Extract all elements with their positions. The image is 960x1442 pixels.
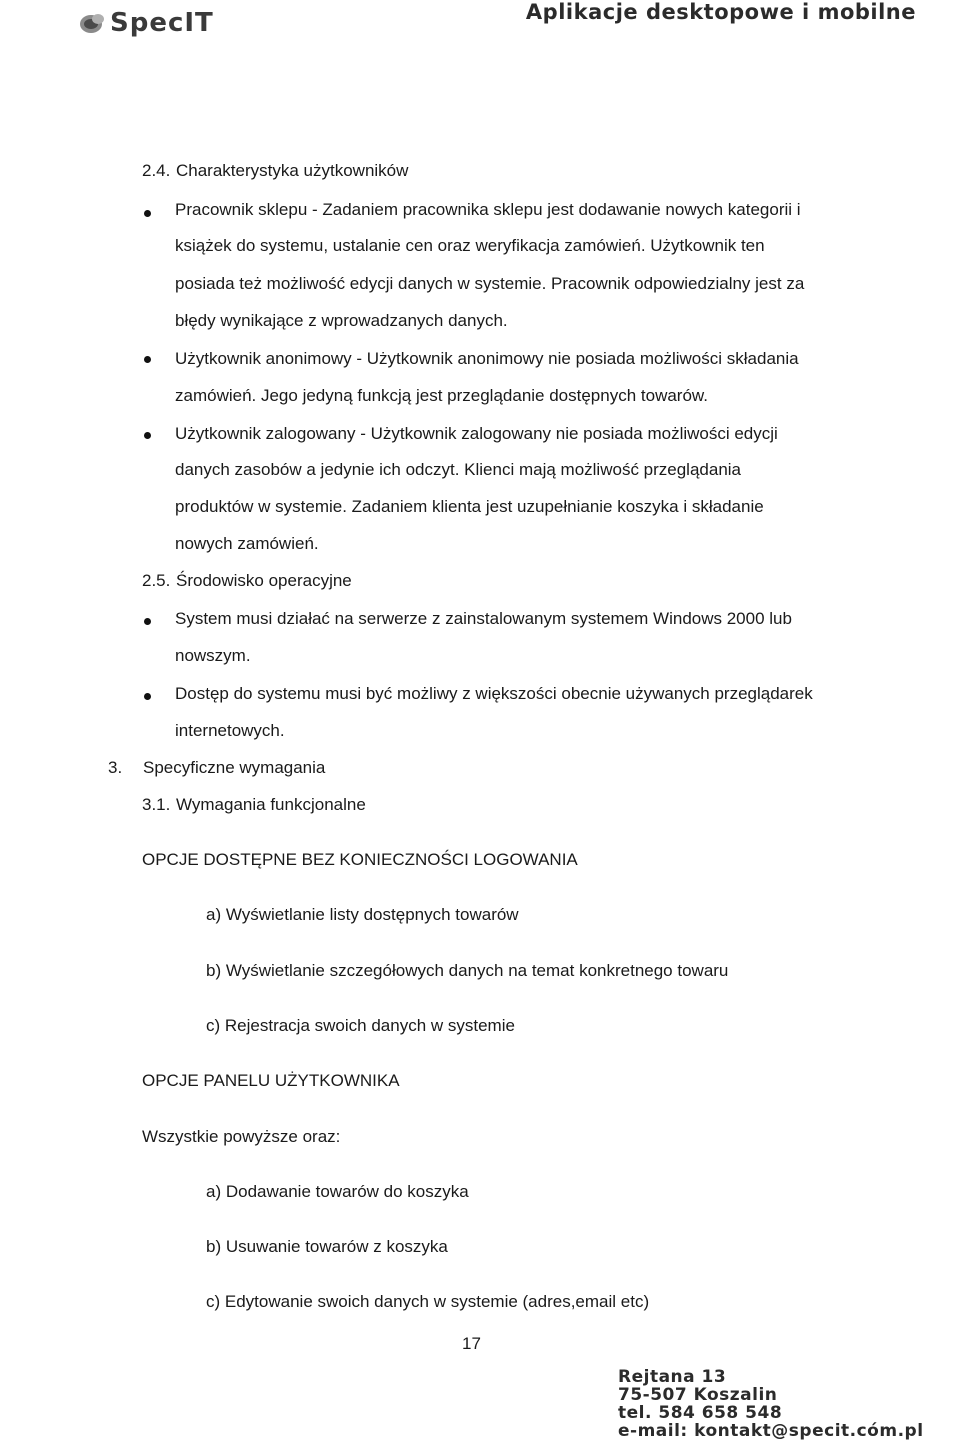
logo-text: SpecIT <box>110 8 214 38</box>
bullet-icon <box>144 210 151 217</box>
bullet-icon <box>144 432 151 439</box>
header-tagline: Aplikacje desktopowe i mobilne <box>525 0 916 24</box>
option-item: c) Rejestracja swoich danych w systemie <box>206 1016 515 1035</box>
section-title: Charakterystyka użytkowników <box>176 161 409 180</box>
paragraph-line: Dostęp do systemu musi być możliwy z większości obecnie używanych przeglądarek <box>175 684 813 703</box>
footer-email: e-mail: kontakt@specit.cóm.pl <box>618 1421 924 1441</box>
option-item: a) Dodawanie towarów do koszyka <box>206 1182 469 1201</box>
footer-city: 75-507 Koszalin <box>618 1385 778 1405</box>
bullet-icon <box>144 356 151 363</box>
page-number: 17 <box>462 1334 481 1353</box>
option-item: c) Edytowanie swoich danych w systemie (adres,email etc) <box>206 1292 650 1311</box>
paragraph-line: Użytkownik anonimowy - Użytkownik anonimowy nie posiada możliwości składania <box>175 349 799 368</box>
paragraph-line: nowszym. <box>175 646 251 665</box>
options-heading: OPCJE DOSTĘPNE BEZ KONIECZNOŚCI LOGOWANIA <box>142 850 578 869</box>
section-number: 2.5. <box>142 571 171 590</box>
bullet-icon <box>144 693 151 700</box>
paragraph-line: błędy wynikające z wprowadzanych danych. <box>175 311 508 330</box>
option-item: b) Usuwanie towarów z koszyka <box>206 1237 448 1256</box>
option-item: a) Wyświetlanie listy dostępnych towarów <box>206 905 519 924</box>
options-intro: Wszystkie powyższe oraz: <box>142 1127 341 1146</box>
footer-phone: tel. 584 658 548 <box>618 1403 783 1423</box>
paragraph-line: produktów w systemie. Zadaniem klienta jest uzupełnianie koszyka i składanie <box>175 497 764 516</box>
paragraph-line: posiada też możliwość edycji danych w systemie. Pracownik odpowiedzialny jest za <box>175 274 805 293</box>
section-number: 2.4. <box>142 161 171 180</box>
paragraph-line: danych zasobów a jedynie ich odczyt. Klienci mają możliwość przeglądania <box>175 460 742 479</box>
option-item: b) Wyświetlanie szczegółowych danych na temat konkretnego towaru <box>206 961 729 980</box>
paragraph-line: internetowych. <box>175 721 285 740</box>
section-title: Specyficzne wymagania <box>143 758 326 777</box>
paragraph-line: zamówień. Jego jedyną funkcją jest przeglądanie dostępnych towarów. <box>175 386 708 405</box>
paragraph-line: System musi działać na serwerze z zainstalowanym systemem Windows 2000 lub <box>175 609 792 628</box>
paragraph-line: książek do systemu, ustalanie cen oraz weryfikacja zamówień. Użytkownik ten <box>175 236 765 255</box>
company-logo <box>78 6 214 40</box>
options-heading: OPCJE PANELU UŻYTKOWNIKA <box>142 1071 400 1090</box>
footer-contact <box>618 1368 924 1440</box>
paragraph-line: nowych zamówień. <box>175 534 319 553</box>
section-title: Środowisko operacyjne <box>176 571 352 590</box>
bullet-icon <box>144 618 151 625</box>
paragraph-line: Użytkownik zalogowany - Użytkownik zalogowany nie posiada możliwości edycji <box>175 424 778 443</box>
footer-street: Rejtana 13 <box>618 1367 727 1387</box>
paragraph-line: Pracownik sklepu - Zadaniem pracownika sklepu jest dodawanie nowych kategorii i <box>175 200 801 219</box>
section-number: 3. <box>108 758 123 777</box>
section-title: Wymagania funkcjonalne <box>176 795 366 814</box>
logo-mark-icon <box>78 10 108 36</box>
section-number: 3.1. <box>142 795 171 814</box>
